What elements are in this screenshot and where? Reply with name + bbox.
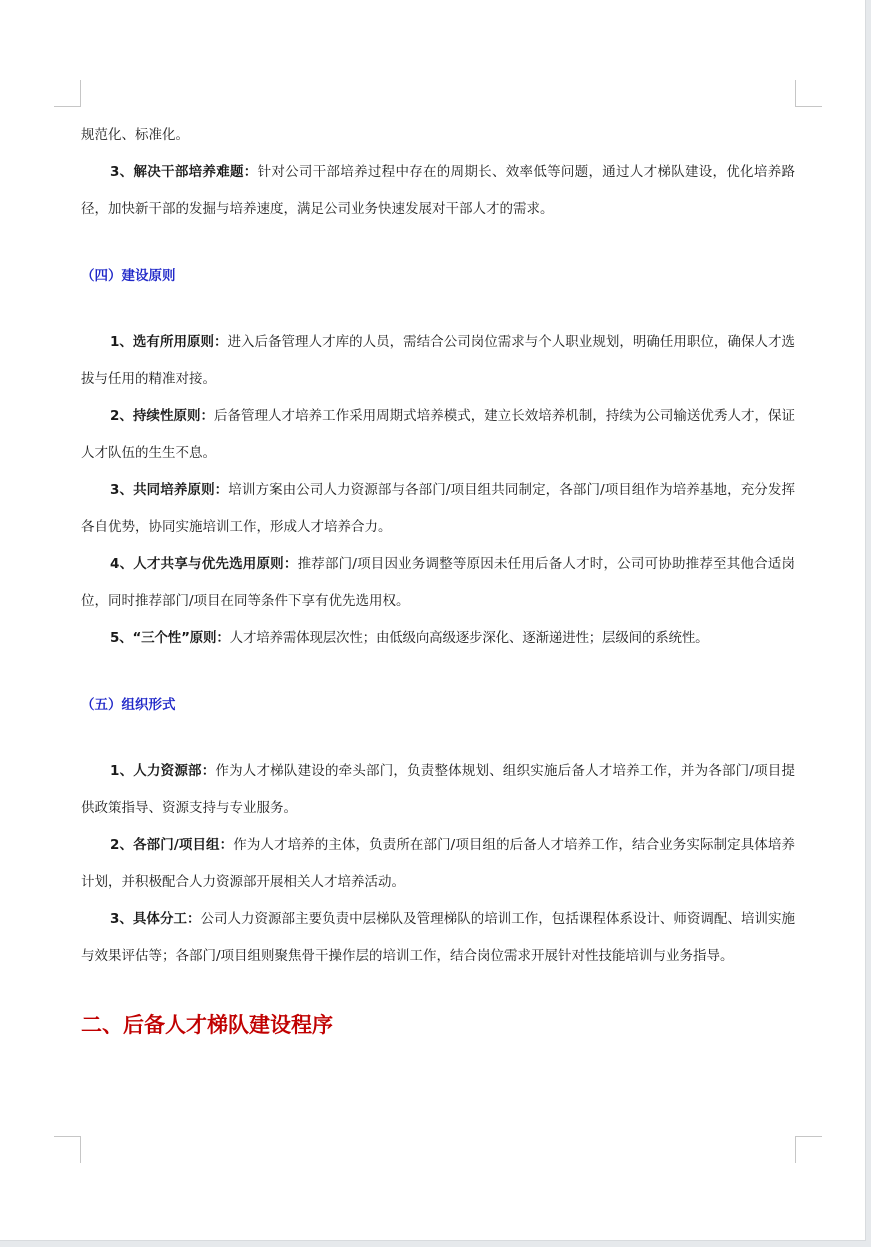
item-label: 2、各部门/项目组： — [110, 837, 234, 853]
item-text: 作为人才培养的主体，负责所在部门/项目组的后备人才培养工作，结合业务实际制定具体培养计划，并积极配合人力资源部开展相关人才培养活动。 — [81, 837, 795, 890]
section-heading-organization: （五）组织形式 — [81, 697, 176, 713]
item-text: 作为人才梯队建设的牵头部门，负责整体规划、组织实施后备人才培养工作，并为各部门/项目提供政策指导、资源支持与专业服务。 — [81, 763, 795, 816]
item-label: 2、持续性原则： — [110, 408, 214, 424]
principle-item — [81, 398, 795, 472]
item-text: 进入后备管理人才库的人员，需结合公司岗位需求与个人职业规划，明确任用职位，确保人才选拔与任用的精准对接。 — [81, 334, 795, 387]
principle-item — [81, 546, 795, 620]
item-text: 推荐部门/项目因业务调整等原因未任用后备人才时，公司可协助推荐至其他合适岗位，同时推荐部门/项目在同等条件下享有优先选用权。 — [81, 556, 795, 609]
item-text: 公司人力资源部主要负责中层梯队及管理梯队的培训工作，包括课程体系设计、师资调配、培训实施与效果评估等；各部门/项目组则聚焦骨干操作层的培训工作，结合岗位需求开展针对性技能培训与业务指导。 — [81, 911, 795, 964]
organization-item — [81, 827, 795, 901]
item-text: 针对公司干部培养过程中存在的周期长、效率低等问题，通过人才梯队建设，优化培养路径，加快新干部的发掘与培养速度，满足公司业务快速发展对干部人才的需求。 — [81, 164, 795, 217]
margin-mark-bottom-right — [795, 1136, 822, 1163]
item-label: 1、人力资源部： — [110, 763, 216, 779]
item-label: 1、选有所用原则： — [110, 334, 228, 350]
item-label: 3、解决干部培养难题： — [110, 164, 258, 180]
item-text: 人才培养需体现层次性；由低级向高级逐步深化、逐渐递进性；层级间的系统性。 — [229, 630, 709, 646]
principle-item — [81, 620, 795, 657]
margin-mark-top-left — [54, 80, 81, 107]
item-label: 4、人才共享与优先选用原则： — [110, 556, 298, 572]
paragraph-continuation: 规范化、标准化。 — [81, 127, 189, 143]
organization-item — [81, 753, 795, 827]
item-label: 3、具体分工： — [110, 911, 201, 927]
organization-item — [81, 901, 795, 975]
margin-mark-top-right — [795, 80, 822, 107]
document-body[interactable] — [81, 117, 795, 1045]
item-label: 5、“三个性”原则： — [110, 630, 230, 646]
item-text: 后备管理人才培养工作采用周期式培养模式，建立长效培养机制，持续为公司输送优秀人才，保证人才队伍的生生不息。 — [81, 408, 795, 461]
margin-mark-bottom-left — [54, 1136, 81, 1163]
item-text: 培训方案由公司人力资源部与各部门/项目组共同制定，各部门/项目组作为培养基地，充分发挥各自优势，协同实施培训工作，形成人才培养合力。 — [81, 482, 795, 535]
principle-item — [81, 472, 795, 546]
item-label: 3、共同培养原则： — [110, 482, 229, 498]
paragraph-item — [81, 154, 795, 228]
section-heading-principles: （四）建设原则 — [81, 268, 176, 284]
chapter-heading: 二、后备人才梯队建设程序 — [81, 1013, 333, 1037]
principle-item — [81, 324, 795, 398]
